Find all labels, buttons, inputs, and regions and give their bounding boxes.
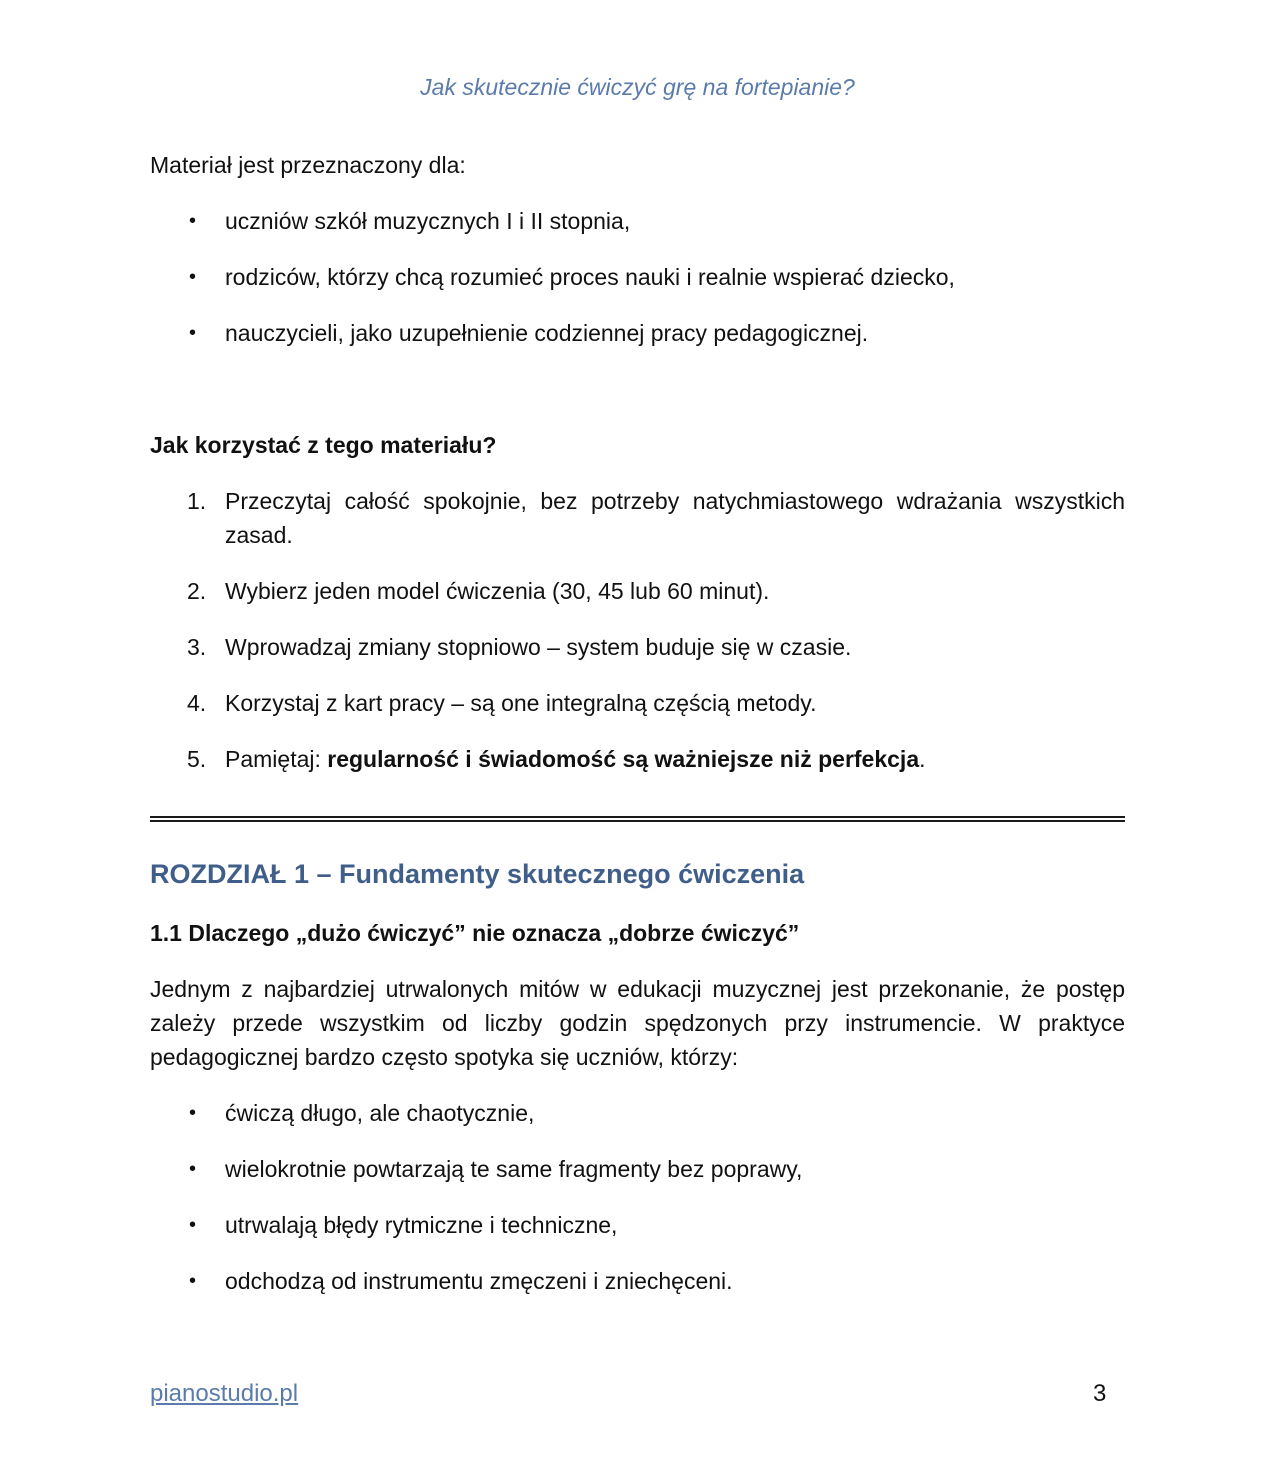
list-item-text: rodziców, którzy chcą rozumieć proces nauki i realnie wspierać dziecko,	[225, 264, 955, 290]
behaviors-list	[150, 1096, 1125, 1298]
list-item	[150, 484, 1125, 552]
list-item-text: odchodzą od instrumentu zmęczeni i zniechęceni.	[225, 1268, 733, 1294]
list-item-text: ćwiczą długo, ale chaotycznie,	[225, 1100, 535, 1126]
audience-list	[150, 204, 1125, 350]
section-divider	[150, 816, 1125, 822]
list-item-text: Wprowadzaj zmiany stopniowo – system buduje się w czasie.	[225, 634, 852, 660]
running-header: Jak skutecznie ćwiczyć grę na fortepianie?	[420, 74, 855, 100]
step-number: 2.	[187, 578, 207, 604]
subsection-title: 1.1 Dlaczego „dużo ćwiczyć” nie oznacza „dobrze ćwiczyć”	[150, 920, 800, 946]
step-number: 3.	[187, 634, 207, 660]
list-item-text: Korzystaj z kart pracy – są one integralną częścią metody.	[225, 690, 817, 716]
bullet-marker: •	[189, 1214, 197, 1236]
step-number: 1.	[187, 488, 207, 514]
list-item-text: nauczycieli, jako uzupełnienie codziennej pracy pedagogicznej.	[225, 320, 869, 346]
site-link[interactable]: pianostudio.pl	[150, 1380, 299, 1407]
list-item	[150, 1208, 1125, 1242]
list-item	[150, 1264, 1125, 1298]
list-item	[150, 204, 1125, 238]
page-content	[150, 148, 1125, 1298]
list-item	[150, 1152, 1125, 1186]
list-item	[150, 316, 1125, 350]
list-item-text: Wybierz jeden model ćwiczenia (30, 45 lub 60 minut).	[225, 578, 770, 604]
list-item	[150, 630, 1125, 664]
list-item-text: utrwalają błędy rytmiczne i techniczne,	[225, 1212, 618, 1238]
list-item	[150, 260, 1125, 294]
body-paragraph: Jednym z najbardziej utrwalonych mitów w edukacji muzycznej jest przekonanie, że postęp zależy przede wszystkim od liczby godzin spędzonych przy instrumencie. W praktyce pedagogicznej bardzo często spotyka się uczniów, którzy:	[150, 976, 1125, 1070]
step-number: 5.	[187, 746, 207, 772]
bullet-marker: •	[189, 266, 197, 288]
audience-intro: Materiał jest przeznaczony dla:	[150, 152, 466, 178]
step-number: 4.	[187, 690, 207, 716]
bullet-marker: •	[189, 1102, 197, 1124]
chapter-title: ROZDZIAŁ 1 – Fundamenty skutecznego ćwiczenia	[150, 859, 805, 889]
list-item-text-suffix: .	[919, 746, 926, 772]
bullet-marker: •	[189, 1158, 197, 1180]
list-item-text: Przeczytaj całość spokojnie, bez potrzeby natychmiastowego wdrażania wszystkich zasad.	[225, 488, 1125, 548]
list-item-text: uczniów szkół muzycznych I i II stopnia,	[225, 208, 631, 234]
bullet-marker: •	[189, 322, 197, 344]
list-item	[150, 742, 1125, 776]
list-item-text: wielokrotnie powtarzają te same fragmenty bez poprawy,	[225, 1156, 803, 1182]
usage-heading: Jak korzystać z tego materiału?	[150, 432, 497, 458]
page-number: 3	[1093, 1380, 1107, 1407]
list-item-text-prefix: Pamiętaj:	[225, 746, 328, 772]
bullet-marker: •	[189, 210, 197, 232]
bullet-marker: •	[189, 1270, 197, 1292]
list-item	[150, 574, 1125, 608]
list-item	[150, 1096, 1125, 1130]
list-item	[150, 686, 1125, 720]
usage-steps-list	[150, 484, 1125, 776]
key-principle-emphasis: regularność i świadomość są ważniejsze niż perfekcja	[327, 746, 920, 772]
